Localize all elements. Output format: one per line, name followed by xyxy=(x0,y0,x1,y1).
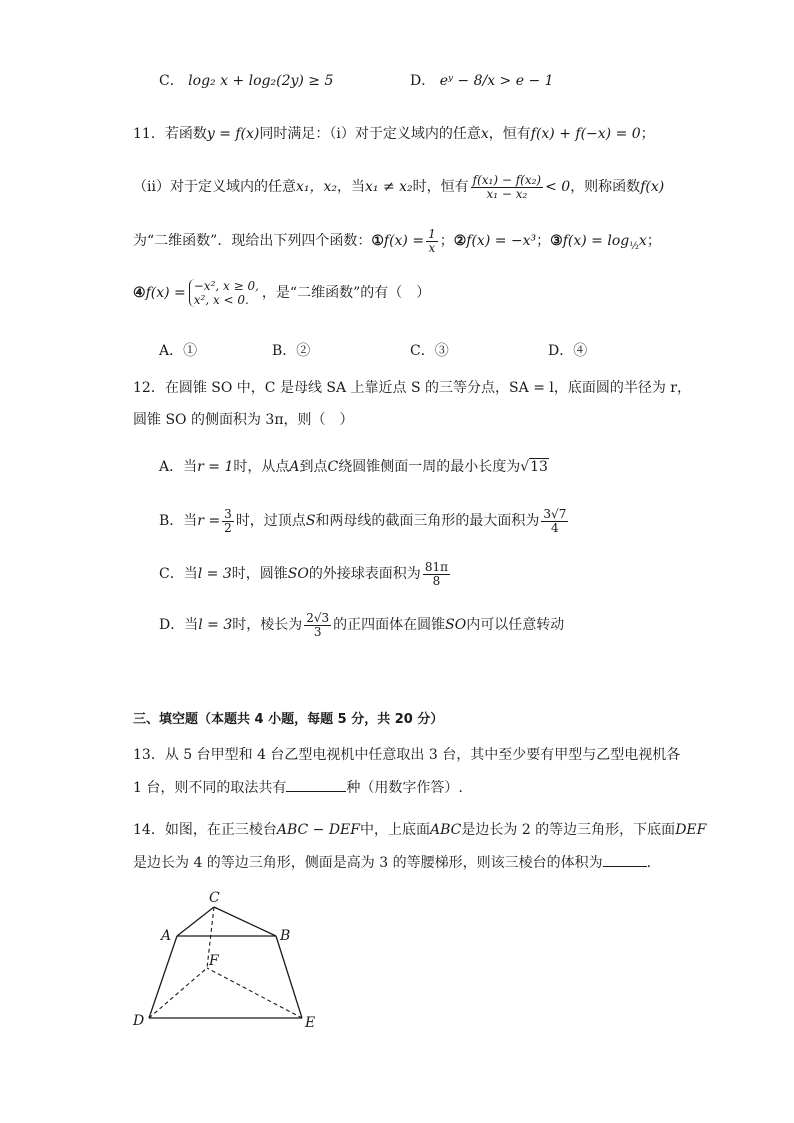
q12-option-c-fraction xyxy=(423,561,450,588)
edge-ef-hidden xyxy=(207,968,302,1018)
q11-text-dang: ，当 xyxy=(336,179,365,195)
q11-function-f: f(x) xyxy=(640,179,665,195)
q11-func1-lhs: f(x) = xyxy=(383,233,425,249)
q12-option-a-sqrt-value: 13 xyxy=(530,459,548,475)
q11-fraction-numerator: f(x₁) − f(x₂) xyxy=(472,172,542,187)
q14-line2 xyxy=(133,852,651,873)
q11-text-hengyou: ，恒有 xyxy=(488,126,531,142)
q14-text4: 是边长为 4 的等边三角形，侧面是高为 3 的等腰梯形，则该三棱台的体积为 xyxy=(133,855,603,871)
q12-option-b-r-fraction xyxy=(222,508,234,535)
q11-fraction-denominator: x₁ − x₂ xyxy=(486,186,528,201)
q12-option-a-sqrt-sign: √ xyxy=(520,459,530,475)
q12-option-b-area-fraction xyxy=(541,508,568,535)
q13-text-after-blank: 种（用数字作答）. xyxy=(346,780,463,796)
q11-func3-log-base: ½ xyxy=(629,240,639,252)
q12-line1: 12．在圆锥 SO 中，C 是母线 SA 上靠近点 S 的三等分点，SA = l，底面圆的半径为 r， xyxy=(133,380,691,396)
q12-option-a-text2: 到点 xyxy=(299,459,328,475)
q11-circled-2: ② xyxy=(453,233,467,249)
q12-option-b-area-num: 3√7 xyxy=(543,506,567,521)
q12-option-c-so: SO xyxy=(287,566,309,582)
q11-function-expr: y = f(x) xyxy=(206,126,260,142)
q12-line2: 圆锥 SO 的侧面积为 3π，则（ ） xyxy=(133,412,354,428)
q11-line2 xyxy=(133,172,664,202)
q13-line1: 13．从 5 台甲型和 4 台乙型电视机中任意取出 3 台，其中至少要有甲型与乙型电视机各 xyxy=(133,747,681,763)
q11-func1-denominator: x xyxy=(428,240,436,255)
q12-option-c-text1: 时，圆锥 xyxy=(231,566,288,582)
q12-option-d-l: l = 3 xyxy=(198,617,233,633)
edge-ac xyxy=(177,907,214,936)
q11-semicolon: ； xyxy=(640,126,655,142)
q12-option-d-text1: 时，棱长为 xyxy=(232,617,303,633)
q14-line1 xyxy=(133,820,706,840)
q11-x1-neq-x2: x₁ ≠ x₂ xyxy=(364,179,413,195)
q11-func4-piecewise xyxy=(189,279,259,307)
edge-ad xyxy=(149,936,177,1018)
q11-option-d: D．④ xyxy=(548,343,588,359)
q11-text-hengyou-2: 时，恒有 xyxy=(412,179,469,195)
q12-option-a-r: r = 1 xyxy=(197,459,234,475)
frustum-figure xyxy=(125,885,335,1035)
q12-option-b-r-den: 2 xyxy=(224,520,232,535)
vertex-label-e: E xyxy=(305,1015,316,1031)
q12-option-b-r-num: 3 xyxy=(224,506,232,521)
q11-condition-2-text: （ⅱ）对于定义域内的任意 xyxy=(133,179,296,195)
q12-option-c-text2: 的外接球表面积为 xyxy=(308,566,421,582)
q14-period: . xyxy=(646,855,652,871)
q10-option-c-label: C． xyxy=(159,73,184,89)
q12-option-a-point-a: A xyxy=(289,459,300,475)
q12-option-c-den: 8 xyxy=(432,573,441,588)
q13-text-before-blank: 1 台，则不同的取法共有 xyxy=(133,780,287,796)
q11-text-chenghanshu: ，则称函数 xyxy=(570,179,641,195)
q12-option-c-num: 81π xyxy=(424,559,448,574)
q12-option-a-label: A．当 xyxy=(159,459,198,475)
q12-option-d-den: 3 xyxy=(313,624,322,639)
edge-cb xyxy=(214,907,276,936)
q12-option-d-text2: 的正四面体在圆锥 xyxy=(333,617,446,633)
q11-line3 xyxy=(133,226,661,262)
q11-condition-1-text: 同时满足：（ⅰ）对于定义域内的任意 xyxy=(259,126,481,142)
q13-answer-blank[interactable] xyxy=(286,777,346,792)
vertex-label-a: A xyxy=(161,928,172,944)
edge-be xyxy=(276,936,302,1018)
vertex-label-c: C xyxy=(209,890,220,906)
q11-circled-1: ① xyxy=(371,233,384,249)
q11-question-tail: ，是“二维函数”的有（ ） xyxy=(261,285,431,301)
q10-option-d-label: D． xyxy=(410,73,436,89)
q11-option-a: A．① xyxy=(159,343,198,359)
q14-top-face: ABC xyxy=(430,822,462,838)
q10-option-c-expr: log₂ x + log₂(2y) ≥ 5 xyxy=(188,73,334,89)
q13-line2 xyxy=(133,777,463,798)
q11-func1-numerator: 1 xyxy=(428,226,436,241)
q12-option-b-point-s: S xyxy=(305,513,316,529)
q12-option-b xyxy=(159,505,570,537)
q12-option-a xyxy=(159,457,549,477)
q11-circled-4: ④ xyxy=(133,285,146,301)
q11-circled-3: ③ xyxy=(550,233,563,249)
q11-func2: f(x) = −x³ xyxy=(466,233,537,249)
vertex-label-b: B xyxy=(280,928,291,944)
q12-option-b-text2: 和两母线的截面三角形的最大面积为 xyxy=(315,513,540,529)
q12-option-d xyxy=(159,609,564,641)
q11-less-than-zero: < 0 xyxy=(545,179,571,195)
q11-func3-lhs: f(x) = log xyxy=(562,233,630,249)
q12-option-a-text3: 绕圆锥侧面一周的最小长度为 xyxy=(338,459,521,475)
q12-option-d-num: 2√3 xyxy=(306,610,330,625)
q10-option-d-expr: eʸ − 8/x > e − 1 xyxy=(439,73,554,89)
q12-option-b-area-den: 4 xyxy=(551,520,559,535)
q12-option-d-so: SO xyxy=(445,617,467,633)
q11-func4-case-2: x², x < 0. xyxy=(193,293,249,307)
q11-func4-lhs: f(x) = xyxy=(145,285,186,301)
q11-intro-four-functions: 为“二维函数”．现给出下列四个函数： xyxy=(133,233,372,249)
q11-line4 xyxy=(133,276,430,310)
q11-func1-fraction xyxy=(426,228,438,255)
q14-text1: 14．如图，在正三棱台 xyxy=(133,822,277,838)
q11-func4-case-1: −x², x ≥ 0, xyxy=(193,279,259,293)
q12-option-d-fraction xyxy=(304,612,331,639)
q12-option-b-label: B．当 xyxy=(159,513,198,529)
q11-option-c: C．③ xyxy=(410,343,449,359)
q11-stem-text: 11．若函数 xyxy=(133,126,207,142)
q11-difference-quotient xyxy=(471,174,543,201)
q12-option-d-text3: 内可以任意转动 xyxy=(466,617,565,633)
vertex-label-d: D xyxy=(133,1013,145,1029)
q11-odd-condition: f(x) + f(−x) = 0 xyxy=(530,126,641,142)
q11-sep-3: ； xyxy=(646,233,661,249)
q11-sep-1: ； xyxy=(439,233,454,249)
q12-option-c-l: l = 3 xyxy=(197,566,232,582)
q10-option-c xyxy=(159,70,333,90)
q12-option-b-r: r = xyxy=(197,513,221,529)
q14-frustum-name: ABC − DEF xyxy=(276,822,360,838)
q14-bottom-face: DEF xyxy=(675,822,707,838)
q12-option-d-label: D．当 xyxy=(159,617,199,633)
q12-option-b-text1: 时，过顶点 xyxy=(235,513,306,529)
q11-line1 xyxy=(133,124,655,144)
q10-option-d xyxy=(410,70,554,90)
q11-vars-x1-x2: x₁，x₂ xyxy=(295,179,337,195)
q12-option-a-point-c: C xyxy=(327,459,339,475)
q12-option-a-text1: 时，从点 xyxy=(233,459,290,475)
vertex-label-f: F xyxy=(209,953,219,969)
q14-text3: 是边长为 2 的等边三角形，下底面 xyxy=(461,822,676,838)
q11-func3-arg: x xyxy=(638,233,647,249)
q12-option-c xyxy=(159,558,452,590)
q14-answer-blank[interactable] xyxy=(603,852,647,867)
q14-text2: 中，上底面 xyxy=(360,822,430,838)
q11-option-b: B．② xyxy=(272,343,311,359)
q11-variable-x: x xyxy=(480,126,489,142)
q12-option-c-label: C．当 xyxy=(159,566,198,582)
q11-sep-2: ； xyxy=(536,233,551,249)
section-3-title: 三、填空题（本题共 4 小题，每题 5 分，共 20 分） xyxy=(133,712,444,727)
